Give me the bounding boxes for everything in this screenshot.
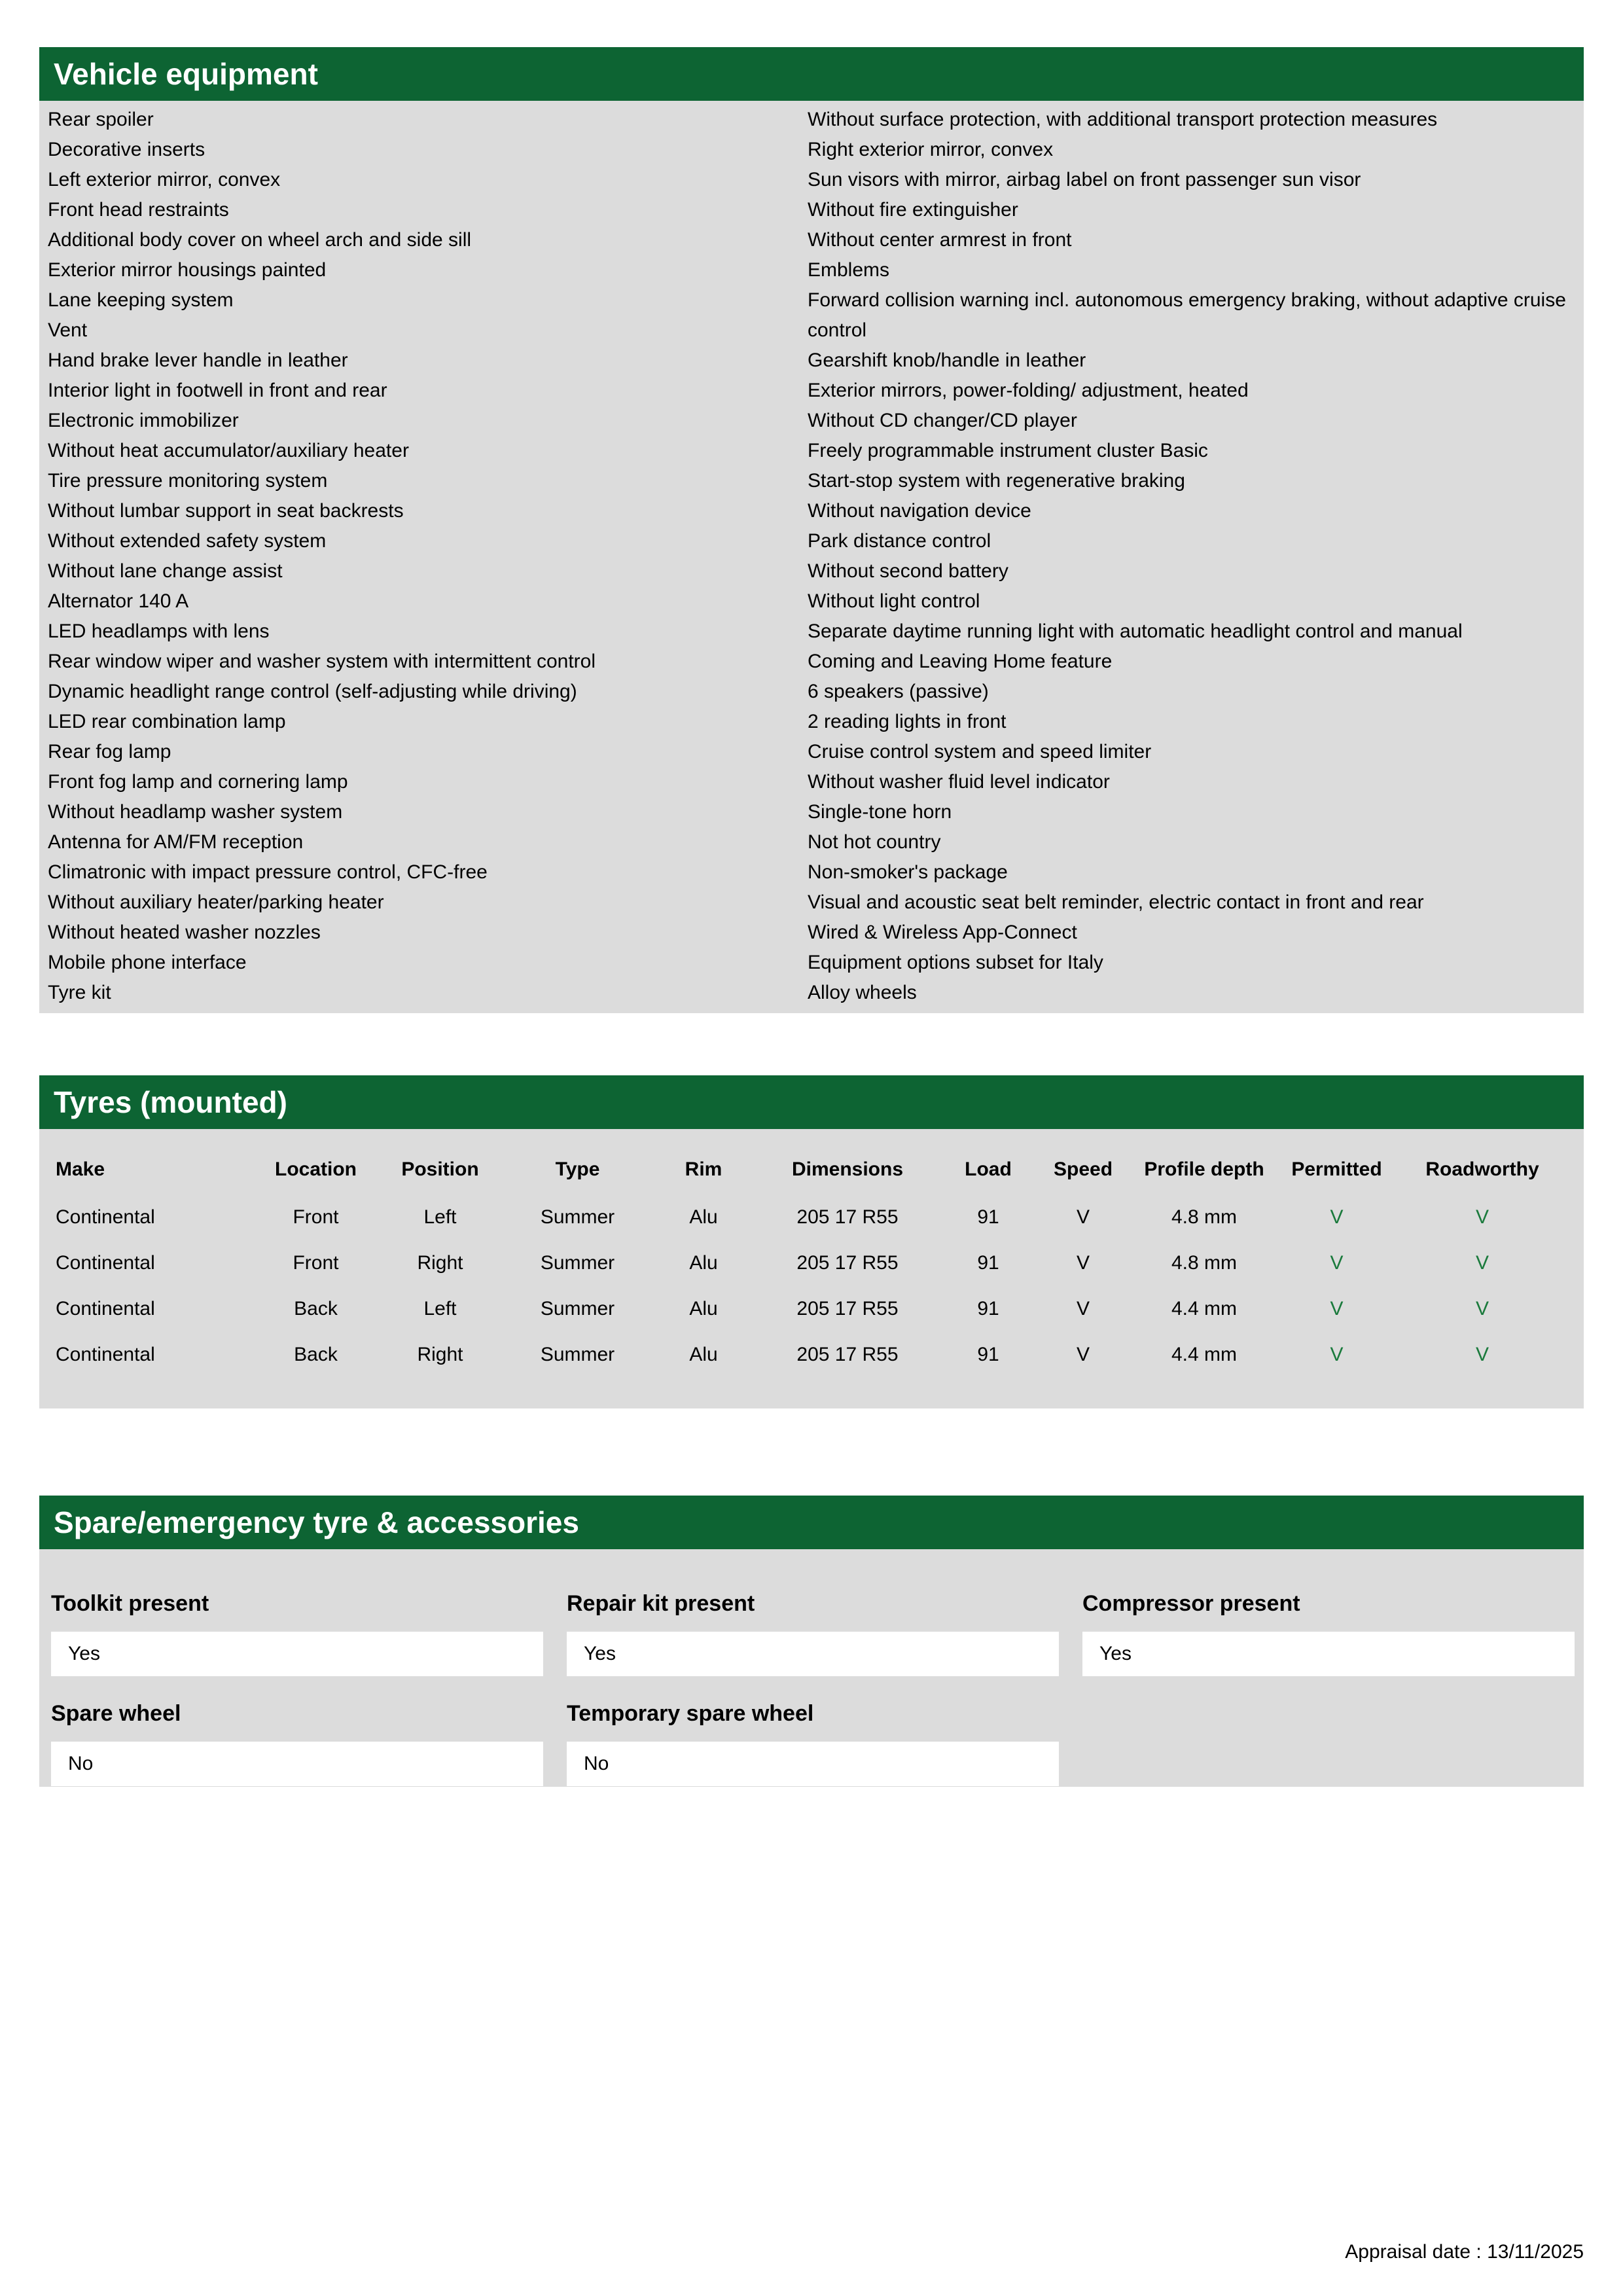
- equipment-item: Without center armrest in front: [808, 229, 1072, 251]
- tyres-col-speed: Speed: [1053, 1158, 1113, 1180]
- equipment-item: Without heated washer nozzles: [48, 922, 321, 943]
- equipment-item: Without surface protection, with additional transport protection measures: [808, 109, 1438, 130]
- tyre-cell-location: Front: [293, 1252, 339, 1274]
- equipment-item: Exterior mirrors, power-folding/ adjustment, heated: [808, 380, 1249, 401]
- spare-fields-container: [39, 1549, 1584, 1787]
- equipment-item: Antenna for AM/FM reception: [48, 831, 304, 853]
- tyre-cell-speed: V: [1076, 1252, 1090, 1274]
- equipment-item: Without lumbar support in seat backrests: [48, 500, 404, 522]
- equipment-item: Freely programmable instrument cluster Basic: [808, 440, 1208, 461]
- equipment-item: Vent: [48, 319, 88, 341]
- tyre-row: [56, 1332, 1567, 1378]
- spare-field-value: No: [68, 1753, 94, 1774]
- section-header-spare: [39, 1496, 1584, 1549]
- spare-field: [1082, 1590, 1575, 1676]
- equipment-item: Sun visors with mirror, airbag label on front passenger sun visor: [808, 169, 1361, 190]
- equipment-item: Without headlamp washer system: [48, 801, 343, 823]
- spare-field-value-box: [51, 1632, 543, 1676]
- equipment-item: Tire pressure monitoring system: [48, 470, 328, 492]
- tyre-cell-position: Right: [417, 1252, 463, 1274]
- tyres-header-row: [56, 1158, 1567, 1194]
- section-title: Vehicle equipment: [54, 57, 318, 91]
- spare-field-value: Yes: [584, 1643, 616, 1664]
- tyre-cell-permitted-check: V: [1330, 1206, 1344, 1228]
- equipment-item: Alternator 140 A: [48, 590, 189, 612]
- spare-fields: [51, 1590, 1584, 1786]
- tyre-cell-position: Left: [423, 1206, 457, 1228]
- tyre-cell-profile-depth: 4.8 mm: [1171, 1252, 1238, 1274]
- equipment-item: Wired & Wireless App-Connect: [808, 922, 1077, 943]
- equipment-item: Right exterior mirror, convex: [808, 139, 1054, 160]
- tyre-cell-profile-depth: 4.4 mm: [1171, 1298, 1238, 1319]
- spare-field-value-box: [51, 1742, 543, 1786]
- equipment-list-right: [808, 105, 1584, 1008]
- equipment-item: Lane keeping system: [48, 289, 234, 311]
- tyres-table-body: [56, 1194, 1567, 1378]
- equipment-item: LED headlamps with lens: [48, 620, 270, 642]
- equipment-item: Decorative inserts: [48, 139, 205, 160]
- tyre-cell-type: Summer: [540, 1252, 615, 1274]
- tyre-cell-make: Continental: [56, 1252, 155, 1274]
- equipment-item: Start-stop system with regenerative braking: [808, 470, 1185, 492]
- equipment-item: Rear spoiler: [48, 109, 154, 130]
- tyres-col-profile-depth: Profile depth: [1144, 1158, 1264, 1180]
- tyres-col-make: Make: [56, 1158, 105, 1180]
- tyre-cell-dimensions: 205 17 R55: [796, 1252, 899, 1274]
- spare-field-value-box: [567, 1742, 1059, 1786]
- tyre-row: [56, 1240, 1567, 1286]
- equipment-item: Without CD changer/CD player: [808, 410, 1077, 431]
- tyre-cell-profile-depth: 4.4 mm: [1171, 1344, 1238, 1365]
- equipment-item: Climatronic with impact pressure control, CFC-free: [48, 861, 488, 883]
- equipment-item: Separate daytime running light with automatic headlight control and manual: [808, 620, 1463, 642]
- tyre-cell-rim: Alu: [689, 1298, 718, 1319]
- equipment-item: Emblems: [808, 259, 890, 281]
- tyres-col-permitted: Permitted: [1291, 1158, 1382, 1180]
- tyre-cell-dimensions: 205 17 R55: [796, 1206, 899, 1228]
- tyre-cell-location: Back: [294, 1344, 338, 1365]
- spare-field-value-box: [567, 1632, 1059, 1676]
- equipment-item: Alloy wheels: [808, 982, 917, 1003]
- spare-field-label: Repair kit present: [567, 1591, 755, 1616]
- equipment-item: Without auxiliary heater/parking heater: [48, 891, 384, 913]
- tyre-cell-permitted-check: V: [1330, 1252, 1344, 1274]
- equipment-item: Without heat accumulator/auxiliary heater: [48, 440, 409, 461]
- spare-field-label: Spare wheel: [51, 1701, 181, 1726]
- equipment-item: Visual and acoustic seat belt reminder, electric contact in front and rear: [808, 891, 1424, 913]
- tyre-cell-permitted-check: V: [1330, 1298, 1344, 1319]
- spare-field-label: Toolkit present: [51, 1591, 209, 1616]
- spare-field-value: Yes: [1099, 1643, 1132, 1664]
- tyre-cell-rim: Alu: [689, 1206, 718, 1228]
- equipment-item: Rear window wiper and washer system with intermittent control: [48, 651, 596, 672]
- equipment-item: Interior light in footwell in front and rear: [48, 380, 387, 401]
- equipment-item: Tyre kit: [48, 982, 111, 1003]
- spare-field-label: Compressor present: [1082, 1591, 1300, 1616]
- section-tyres-mounted: [39, 1075, 1584, 1408]
- tyre-cell-speed: V: [1076, 1206, 1090, 1228]
- tyres-col-rim: Rim: [685, 1158, 722, 1180]
- equipment-item: Park distance control: [808, 530, 991, 552]
- equipment-item: Without lane change assist: [48, 560, 283, 582]
- tyre-cell-roadworthy-check: V: [1475, 1344, 1489, 1365]
- equipment-item: Electronic immobilizer: [48, 410, 239, 431]
- tyre-cell-dimensions: 205 17 R55: [796, 1298, 899, 1319]
- spare-field: [51, 1700, 543, 1786]
- tyre-cell-rim: Alu: [689, 1344, 718, 1365]
- spare-field-value: No: [584, 1753, 609, 1774]
- equipment-item: Forward collision warning incl. autonomous emergency braking, without adaptive cruise control: [808, 289, 1566, 341]
- equipment-item: Single-tone horn: [808, 801, 952, 823]
- equipment-item: Without second battery: [808, 560, 1008, 582]
- equipment-list-left: [39, 105, 808, 1008]
- equipment-item: Without navigation device: [808, 500, 1031, 522]
- tyre-cell-type: Summer: [540, 1298, 615, 1319]
- tyres-col-position: Position: [401, 1158, 479, 1180]
- tyres-table: [56, 1158, 1567, 1378]
- section-vehicle-equipment: [39, 47, 1584, 1013]
- section-header-tyres: [39, 1075, 1584, 1129]
- equipment-item: Additional body cover on wheel arch and side sill: [48, 229, 472, 251]
- tyre-cell-roadworthy-check: V: [1475, 1206, 1489, 1228]
- spare-field-label: Temporary spare wheel: [567, 1701, 814, 1726]
- equipment-item: Rear fog lamp: [48, 741, 171, 762]
- equipment-item: LED rear combination lamp: [48, 711, 286, 732]
- tyre-cell-roadworthy-check: V: [1475, 1252, 1489, 1274]
- tyre-cell-type: Summer: [540, 1344, 615, 1365]
- tyre-cell-position: Left: [423, 1298, 457, 1319]
- tyre-cell-load: 91: [977, 1252, 999, 1274]
- tyres-col-roadworthy: Roadworthy: [1425, 1158, 1539, 1180]
- tyre-cell-location: Front: [293, 1206, 339, 1228]
- tyre-row: [56, 1194, 1567, 1240]
- tyres-col-location: Location: [275, 1158, 357, 1180]
- equipment-item: Left exterior mirror, convex: [48, 169, 281, 190]
- equipment-item: Front fog lamp and cornering lamp: [48, 771, 348, 793]
- tyres-col-type: Type: [555, 1158, 600, 1180]
- tyre-cell-rim: Alu: [689, 1252, 718, 1274]
- tyres-table-header: [56, 1158, 1567, 1194]
- equipment-item: Not hot country: [808, 831, 941, 853]
- tyres-table-container: [39, 1129, 1584, 1408]
- equipment-item: 6 speakers (passive): [808, 681, 989, 702]
- equipment-item: Without fire extinguisher: [808, 199, 1018, 221]
- spare-field: [567, 1590, 1059, 1676]
- equipment-item: 2 reading lights in front: [808, 711, 1007, 732]
- equipment-item: Non-smoker's package: [808, 861, 1008, 883]
- tyre-cell-make: Continental: [56, 1298, 155, 1319]
- tyre-cell-dimensions: 205 17 R55: [796, 1344, 899, 1365]
- tyre-row: [56, 1286, 1567, 1332]
- tyre-cell-permitted-check: V: [1330, 1344, 1344, 1365]
- equipment-item: Equipment options subset for Italy: [808, 952, 1103, 973]
- tyre-cell-roadworthy-check: V: [1475, 1298, 1489, 1319]
- tyre-cell-make: Continental: [56, 1344, 155, 1365]
- equipment-item: Mobile phone interface: [48, 952, 247, 973]
- spare-field-value-box: [1082, 1632, 1575, 1676]
- tyre-cell-location: Back: [294, 1298, 338, 1319]
- equipment-item: Cruise control system and speed limiter: [808, 741, 1152, 762]
- tyre-cell-type: Summer: [540, 1206, 615, 1228]
- tyre-cell-speed: V: [1076, 1298, 1090, 1319]
- equipment-item: Front head restraints: [48, 199, 229, 221]
- spare-field-value: Yes: [68, 1643, 100, 1664]
- equipment-item: Dynamic headlight range control (self-adjusting while driving): [48, 681, 577, 702]
- tyres-col-load: Load: [965, 1158, 1012, 1180]
- tyre-cell-profile-depth: 4.8 mm: [1171, 1206, 1238, 1228]
- section-title: Spare/emergency tyre & accessories: [54, 1505, 579, 1539]
- section-title: Tyres (mounted): [54, 1085, 287, 1119]
- section-spare-accessories: [39, 1496, 1584, 1787]
- tyre-cell-load: 91: [977, 1298, 999, 1319]
- equipment-item: Without light control: [808, 590, 980, 612]
- tyre-cell-position: Right: [417, 1344, 463, 1365]
- appraisal-date: Appraisal date : 13/11/2025: [1345, 2241, 1584, 2263]
- equipment-item: Gearshift knob/handle in leather: [808, 350, 1086, 371]
- tyres-col-dimensions: Dimensions: [791, 1158, 904, 1180]
- tyre-cell-load: 91: [977, 1344, 999, 1365]
- tyre-cell-load: 91: [977, 1206, 999, 1228]
- tyre-cell-speed: V: [1076, 1344, 1090, 1365]
- equipment-item: Without washer fluid level indicator: [808, 771, 1110, 793]
- equipment-item: Exterior mirror housings painted: [48, 259, 327, 281]
- equipment-item: Hand brake lever handle in leather: [48, 350, 348, 371]
- equipment-item: Coming and Leaving Home feature: [808, 651, 1113, 672]
- section-header-vehicle-equipment: [39, 47, 1584, 101]
- equipment-item: Without extended safety system: [48, 530, 327, 552]
- spare-field: [567, 1700, 1059, 1786]
- equipment-list: [39, 101, 1584, 1013]
- spare-field: [51, 1590, 543, 1676]
- tyre-cell-make: Continental: [56, 1206, 155, 1228]
